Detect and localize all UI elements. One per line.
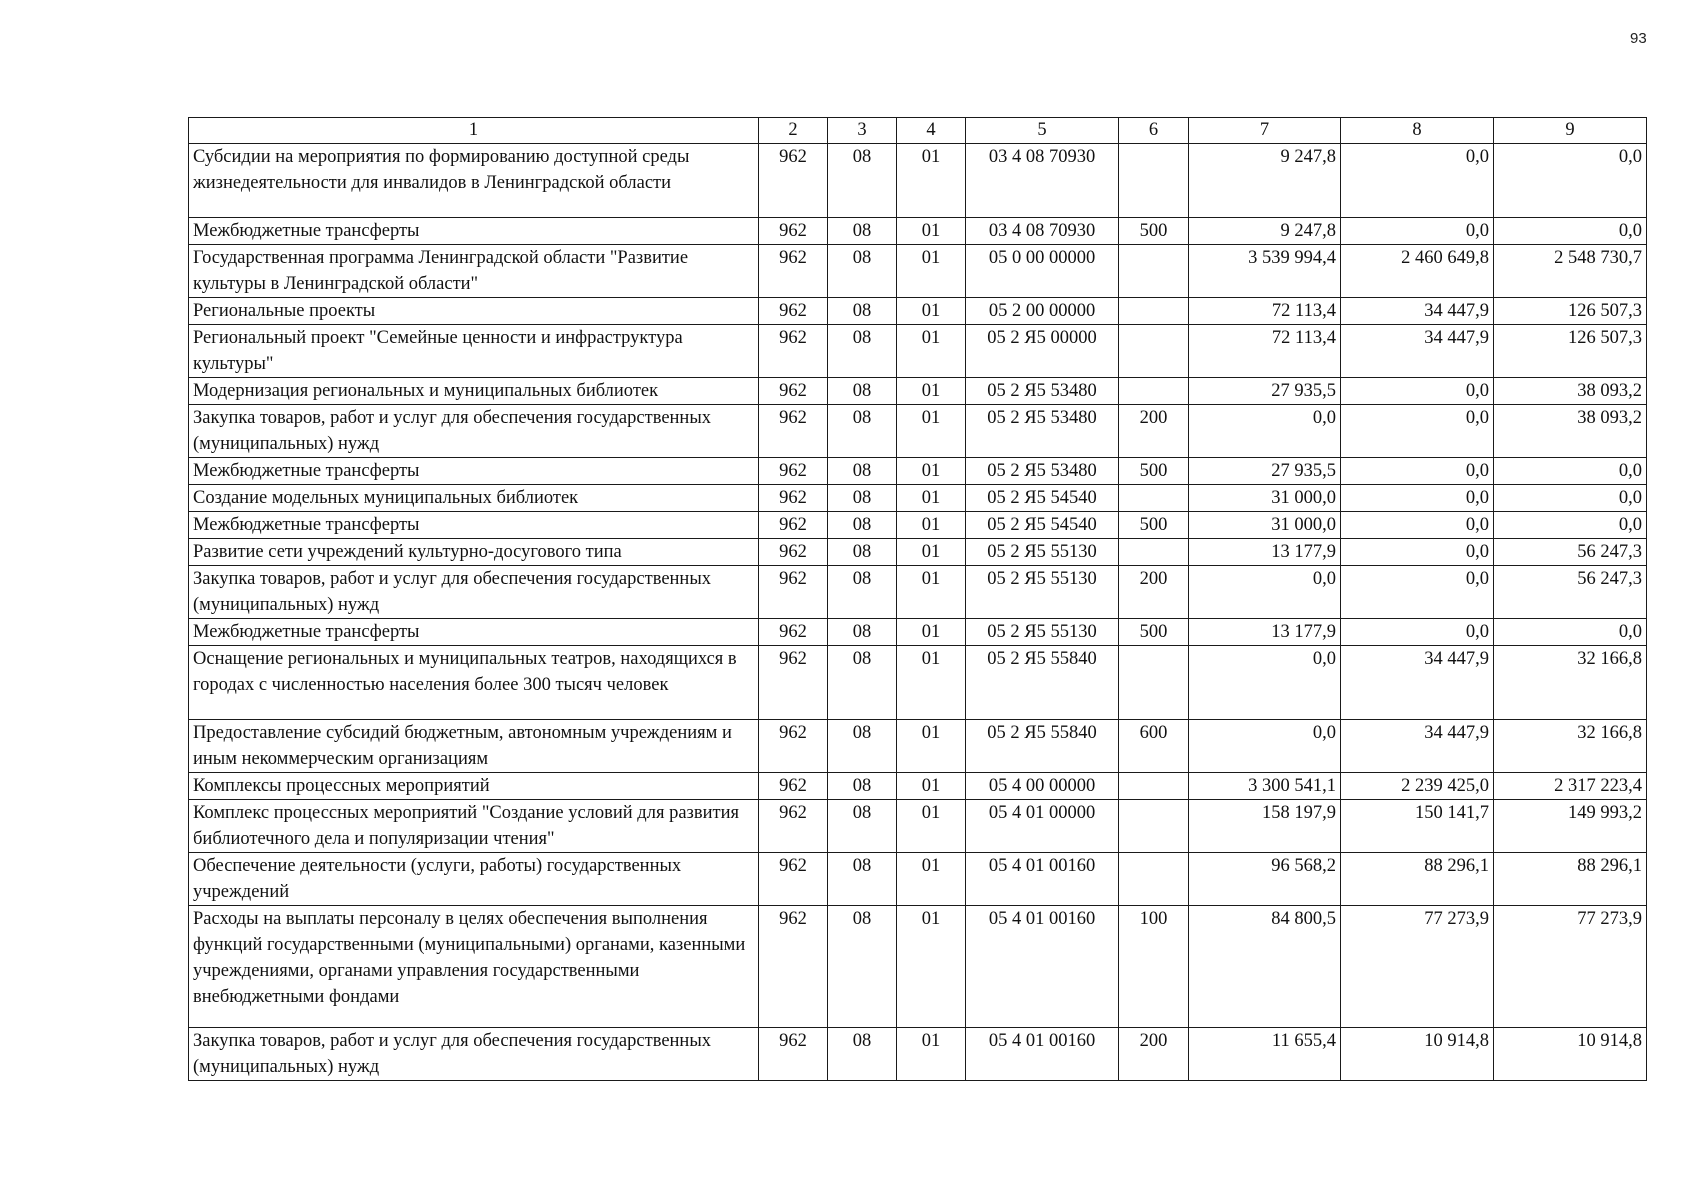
cell-vr [1119, 245, 1189, 298]
table-body [189, 144, 1647, 1081]
table-row [189, 512, 1647, 539]
table-row [189, 485, 1647, 512]
row-name: Региональные проекты [189, 298, 759, 325]
cell-gr: 962 [759, 458, 828, 485]
table-row [189, 458, 1647, 485]
table-row [189, 298, 1647, 325]
cell-vr [1119, 539, 1189, 566]
cell-rz: 08 [828, 512, 897, 539]
cell-csr: 05 2 Я5 55130 [966, 619, 1119, 646]
table-row [189, 853, 1647, 906]
cell-pr: 01 [897, 245, 966, 298]
cell-amount-col9: 149 993,2 [1494, 800, 1647, 853]
cell-amount-col7: 72 113,4 [1189, 298, 1341, 325]
cell-rz: 08 [828, 646, 897, 720]
column-header-1: 1 [189, 118, 759, 144]
cell-gr: 962 [759, 800, 828, 853]
cell-vr: 200 [1119, 566, 1189, 619]
cell-pr: 01 [897, 512, 966, 539]
cell-pr: 01 [897, 298, 966, 325]
cell-amount-col9: 126 507,3 [1494, 298, 1647, 325]
cell-vr [1119, 378, 1189, 405]
cell-rz: 08 [828, 566, 897, 619]
cell-pr: 01 [897, 800, 966, 853]
column-header-7: 7 [1189, 118, 1341, 144]
cell-gr: 962 [759, 906, 828, 1028]
cell-csr: 05 0 00 00000 [966, 245, 1119, 298]
column-header-8: 8 [1341, 118, 1494, 144]
cell-pr: 01 [897, 539, 966, 566]
row-name: Закупка товаров, работ и услуг для обеспечения государственных (муниципальных) нужд [189, 405, 759, 458]
table-row [189, 773, 1647, 800]
cell-gr: 962 [759, 245, 828, 298]
cell-csr: 05 4 01 00160 [966, 1028, 1119, 1081]
cell-vr: 500 [1119, 218, 1189, 245]
column-header-5: 5 [966, 118, 1119, 144]
cell-pr: 01 [897, 773, 966, 800]
cell-vr [1119, 773, 1189, 800]
cell-amount-col7: 31 000,0 [1189, 485, 1341, 512]
cell-gr: 962 [759, 218, 828, 245]
table-row [189, 378, 1647, 405]
row-name: Обеспечение деятельности (услуги, работы) государственных учреждений [189, 853, 759, 906]
cell-vr: 500 [1119, 619, 1189, 646]
row-name: Предоставление субсидий бюджетным, автономным учреждениям и иным некоммерческим организациям [189, 720, 759, 773]
cell-amount-col9: 32 166,8 [1494, 720, 1647, 773]
cell-gr: 962 [759, 566, 828, 619]
cell-gr: 962 [759, 619, 828, 646]
cell-csr: 05 2 Я5 54540 [966, 512, 1119, 539]
cell-csr: 05 2 Я5 53480 [966, 458, 1119, 485]
cell-csr: 03 4 08 70930 [966, 218, 1119, 245]
cell-amount-col7: 3 539 994,4 [1189, 245, 1341, 298]
cell-amount-col9: 32 166,8 [1494, 646, 1647, 720]
row-name: Государственная программа Ленинградской области "Развитие культуры в Ленинградской области" [189, 245, 759, 298]
cell-amount-col8: 150 141,7 [1341, 800, 1494, 853]
table-row [189, 325, 1647, 378]
cell-csr: 05 2 Я5 00000 [966, 325, 1119, 378]
cell-csr: 05 2 Я5 55840 [966, 646, 1119, 720]
cell-rz: 08 [828, 485, 897, 512]
cell-rz: 08 [828, 619, 897, 646]
cell-vr: 200 [1119, 1028, 1189, 1081]
cell-pr: 01 [897, 458, 966, 485]
cell-rz: 08 [828, 906, 897, 1028]
row-name: Создание модельных муниципальных библиотек [189, 485, 759, 512]
cell-amount-col7: 9 247,8 [1189, 144, 1341, 218]
cell-amount-col9: 0,0 [1494, 458, 1647, 485]
cell-pr: 01 [897, 378, 966, 405]
cell-csr: 05 4 01 00160 [966, 853, 1119, 906]
cell-amount-col7: 0,0 [1189, 646, 1341, 720]
cell-pr: 01 [897, 218, 966, 245]
cell-amount-col8: 77 273,9 [1341, 906, 1494, 1028]
cell-rz: 08 [828, 1028, 897, 1081]
cell-amount-col7: 3 300 541,1 [1189, 773, 1341, 800]
cell-amount-col8: 0,0 [1341, 144, 1494, 218]
cell-pr: 01 [897, 485, 966, 512]
cell-amount-col9: 38 093,2 [1494, 405, 1647, 458]
row-name: Комплекс процессных мероприятий "Создание условий для развития библиотечного дела и популяризации чтения" [189, 800, 759, 853]
cell-amount-col8: 0,0 [1341, 485, 1494, 512]
table-row [189, 720, 1647, 773]
cell-vr [1119, 144, 1189, 218]
cell-amount-col8: 0,0 [1341, 539, 1494, 566]
cell-amount-col8: 0,0 [1341, 512, 1494, 539]
cell-amount-col7: 72 113,4 [1189, 325, 1341, 378]
cell-amount-col7: 0,0 [1189, 566, 1341, 619]
table-row [189, 1028, 1647, 1081]
cell-amount-col8: 0,0 [1341, 378, 1494, 405]
cell-amount-col8: 0,0 [1341, 458, 1494, 485]
row-name: Региональный проект "Семейные ценности и инфраструктура культуры" [189, 325, 759, 378]
cell-csr: 05 4 00 00000 [966, 773, 1119, 800]
cell-vr [1119, 853, 1189, 906]
cell-amount-col8: 0,0 [1341, 405, 1494, 458]
cell-vr [1119, 325, 1189, 378]
cell-amount-col9: 77 273,9 [1494, 906, 1647, 1028]
table-row [189, 218, 1647, 245]
cell-rz: 08 [828, 800, 897, 853]
cell-gr: 962 [759, 512, 828, 539]
cell-vr [1119, 646, 1189, 720]
cell-vr [1119, 485, 1189, 512]
row-name: Развитие сети учреждений культурно-досугового типа [189, 539, 759, 566]
cell-amount-col8: 2 239 425,0 [1341, 773, 1494, 800]
cell-amount-col8: 0,0 [1341, 218, 1494, 245]
cell-amount-col9: 0,0 [1494, 485, 1647, 512]
cell-rz: 08 [828, 298, 897, 325]
row-name: Межбюджетные трансферты [189, 458, 759, 485]
cell-vr: 100 [1119, 906, 1189, 1028]
cell-csr: 05 2 Я5 54540 [966, 485, 1119, 512]
cell-rz: 08 [828, 773, 897, 800]
cell-gr: 962 [759, 720, 828, 773]
cell-gr: 962 [759, 325, 828, 378]
cell-amount-col7: 11 655,4 [1189, 1028, 1341, 1081]
table-row [189, 144, 1647, 218]
column-header-2: 2 [759, 118, 828, 144]
cell-vr: 500 [1119, 458, 1189, 485]
cell-amount-col8: 34 447,9 [1341, 298, 1494, 325]
row-name: Расходы на выплаты персоналу в целях обеспечения выполнения функций государственными (муниципальными) органами, казенными учреждениями, органами управления государственными внебюджетными фондами [189, 906, 759, 1028]
table-row [189, 646, 1647, 720]
cell-amount-col8: 34 447,9 [1341, 720, 1494, 773]
cell-amount-col7: 13 177,9 [1189, 619, 1341, 646]
cell-amount-col9: 10 914,8 [1494, 1028, 1647, 1081]
cell-pr: 01 [897, 325, 966, 378]
cell-amount-col7: 96 568,2 [1189, 853, 1341, 906]
cell-gr: 962 [759, 646, 828, 720]
cell-csr: 05 2 00 00000 [966, 298, 1119, 325]
cell-pr: 01 [897, 619, 966, 646]
cell-pr: 01 [897, 906, 966, 1028]
cell-gr: 962 [759, 405, 828, 458]
cell-csr: 05 4 01 00000 [966, 800, 1119, 853]
cell-amount-col7: 9 247,8 [1189, 218, 1341, 245]
cell-amount-col8: 0,0 [1341, 619, 1494, 646]
cell-rz: 08 [828, 144, 897, 218]
cell-pr: 01 [897, 853, 966, 906]
cell-rz: 08 [828, 458, 897, 485]
table-row [189, 245, 1647, 298]
cell-amount-col9: 88 296,1 [1494, 853, 1647, 906]
cell-gr: 962 [759, 539, 828, 566]
cell-pr: 01 [897, 144, 966, 218]
cell-gr: 962 [759, 1028, 828, 1081]
cell-amount-col7: 0,0 [1189, 405, 1341, 458]
cell-vr: 500 [1119, 512, 1189, 539]
cell-csr: 05 4 01 00160 [966, 906, 1119, 1028]
column-header-3: 3 [828, 118, 897, 144]
cell-amount-col7: 13 177,9 [1189, 539, 1341, 566]
cell-amount-col7: 31 000,0 [1189, 512, 1341, 539]
cell-amount-col9: 56 247,3 [1494, 566, 1647, 619]
cell-rz: 08 [828, 325, 897, 378]
row-name: Комплексы процессных мероприятий [189, 773, 759, 800]
row-name: Оснащение региональных и муниципальных театров, находящихся в городах с численностью населения более 300 тысяч человек [189, 646, 759, 720]
cell-csr: 05 2 Я5 53480 [966, 378, 1119, 405]
header-row [189, 118, 1647, 144]
cell-gr: 962 [759, 773, 828, 800]
row-name: Межбюджетные трансферты [189, 512, 759, 539]
cell-amount-col9: 0,0 [1494, 512, 1647, 539]
cell-gr: 962 [759, 378, 828, 405]
cell-gr: 962 [759, 853, 828, 906]
cell-csr: 05 2 Я5 55130 [966, 539, 1119, 566]
row-name: Модернизация региональных и муниципальных библиотек [189, 378, 759, 405]
cell-amount-col9: 56 247,3 [1494, 539, 1647, 566]
page-number: 93 [1630, 30, 1647, 47]
cell-rz: 08 [828, 405, 897, 458]
cell-amount-col9: 0,0 [1494, 144, 1647, 218]
cell-amount-col8: 10 914,8 [1341, 1028, 1494, 1081]
cell-vr: 600 [1119, 720, 1189, 773]
cell-pr: 01 [897, 720, 966, 773]
cell-amount-col7: 27 935,5 [1189, 378, 1341, 405]
cell-amount-col8: 88 296,1 [1341, 853, 1494, 906]
row-name: Закупка товаров, работ и услуг для обеспечения государственных (муниципальных) нужд [189, 1028, 759, 1081]
table-row [189, 566, 1647, 619]
cell-amount-col9: 126 507,3 [1494, 325, 1647, 378]
cell-csr: 03 4 08 70930 [966, 144, 1119, 218]
cell-gr: 962 [759, 298, 828, 325]
cell-amount-col7: 0,0 [1189, 720, 1341, 773]
cell-pr: 01 [897, 566, 966, 619]
row-name: Межбюджетные трансферты [189, 619, 759, 646]
budget-table [188, 117, 1647, 1081]
cell-rz: 08 [828, 245, 897, 298]
table-row [189, 539, 1647, 566]
row-name: Субсидии на мероприятия по формированию доступной среды жизнедеятельности для инвалидов в Ленинградской области [189, 144, 759, 218]
cell-amount-col9: 0,0 [1494, 619, 1647, 646]
cell-amount-col8: 34 447,9 [1341, 325, 1494, 378]
table-row [189, 619, 1647, 646]
cell-rz: 08 [828, 720, 897, 773]
cell-amount-col8: 2 460 649,8 [1341, 245, 1494, 298]
cell-amount-col7: 158 197,9 [1189, 800, 1341, 853]
cell-csr: 05 2 Я5 55130 [966, 566, 1119, 619]
cell-rz: 08 [828, 853, 897, 906]
cell-amount-col9: 38 093,2 [1494, 378, 1647, 405]
cell-csr: 05 2 Я5 53480 [966, 405, 1119, 458]
row-name: Закупка товаров, работ и услуг для обеспечения государственных (муниципальных) нужд [189, 566, 759, 619]
cell-amount-col9: 2 548 730,7 [1494, 245, 1647, 298]
cell-pr: 01 [897, 1028, 966, 1081]
table-row [189, 405, 1647, 458]
cell-rz: 08 [828, 378, 897, 405]
cell-gr: 962 [759, 144, 828, 218]
cell-csr: 05 2 Я5 55840 [966, 720, 1119, 773]
table-row [189, 906, 1647, 1028]
cell-rz: 08 [828, 539, 897, 566]
cell-amount-col9: 2 317 223,4 [1494, 773, 1647, 800]
cell-amount-col7: 84 800,5 [1189, 906, 1341, 1028]
table-row [189, 800, 1647, 853]
cell-pr: 01 [897, 405, 966, 458]
column-header-6: 6 [1119, 118, 1189, 144]
column-header-4: 4 [897, 118, 966, 144]
cell-pr: 01 [897, 646, 966, 720]
column-header-9: 9 [1494, 118, 1647, 144]
cell-amount-col7: 27 935,5 [1189, 458, 1341, 485]
cell-vr [1119, 298, 1189, 325]
cell-amount-col9: 0,0 [1494, 218, 1647, 245]
cell-rz: 08 [828, 218, 897, 245]
cell-vr: 200 [1119, 405, 1189, 458]
row-name: Межбюджетные трансферты [189, 218, 759, 245]
cell-amount-col8: 0,0 [1341, 566, 1494, 619]
cell-vr [1119, 800, 1189, 853]
cell-amount-col8: 34 447,9 [1341, 646, 1494, 720]
cell-gr: 962 [759, 485, 828, 512]
